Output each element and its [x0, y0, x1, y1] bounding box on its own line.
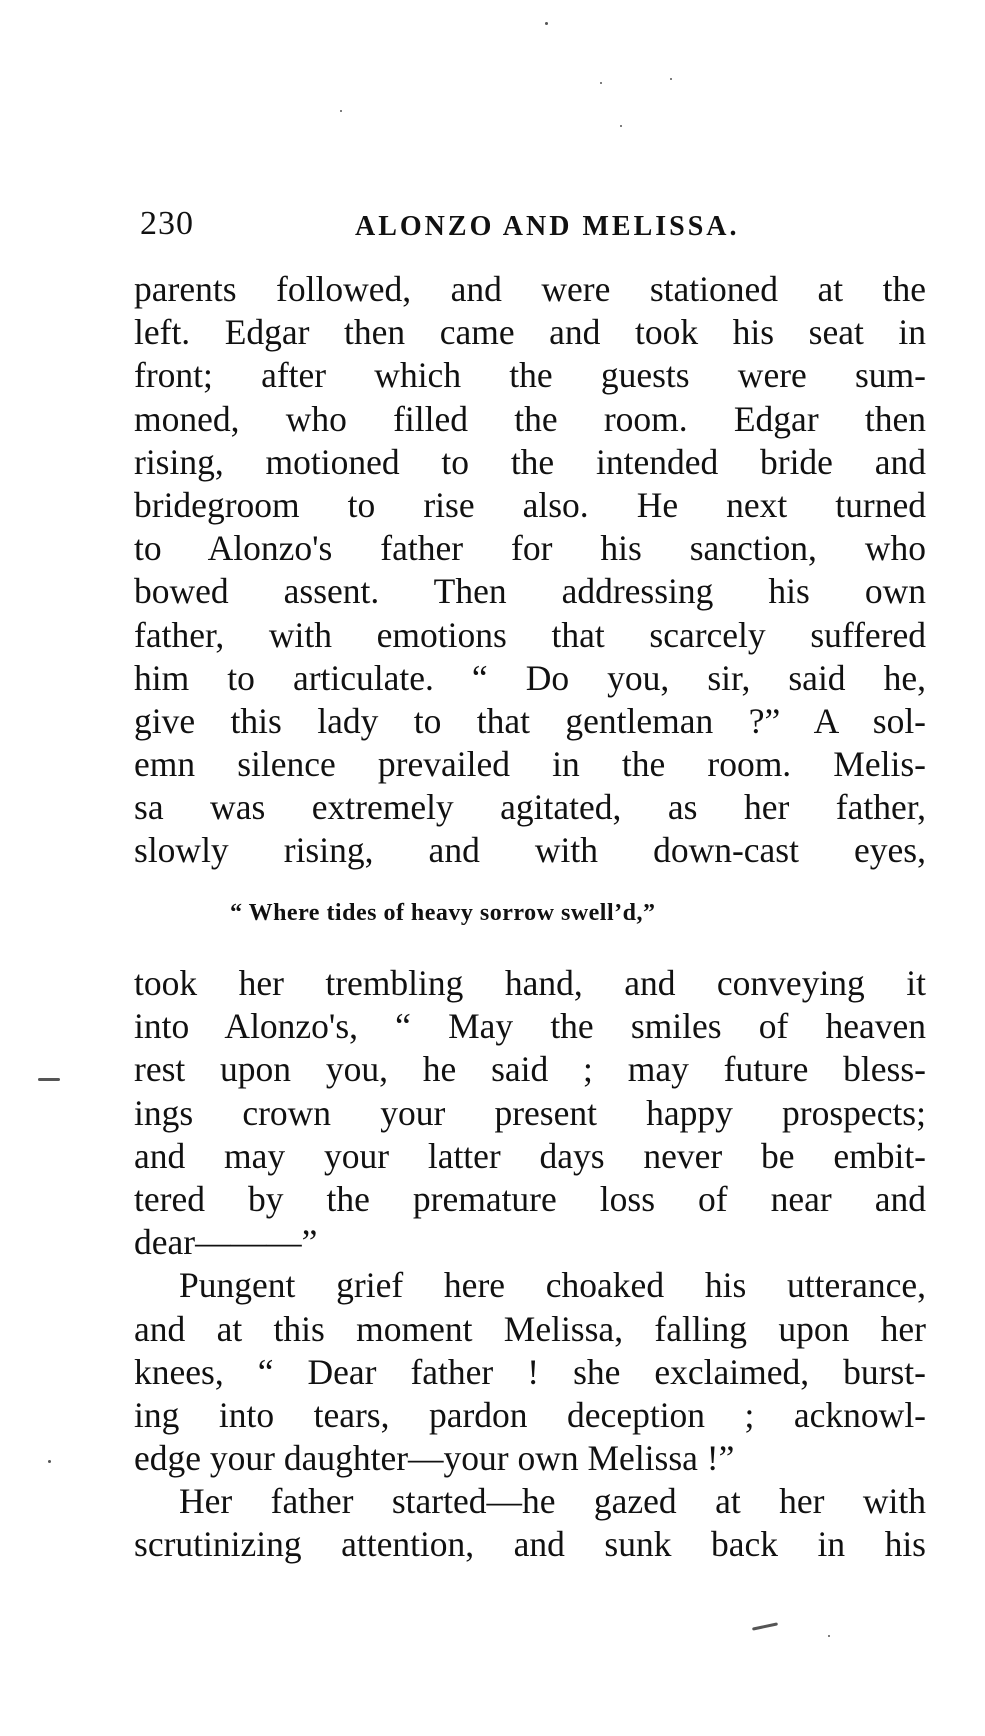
- paper-speck: [752, 1622, 778, 1630]
- text-line: moned, who filled the room. Edgar then: [134, 398, 926, 439]
- paragraph-continued: [134, 268, 926, 873]
- text-line: and may your latter days never be embit-: [134, 1135, 926, 1176]
- paper-speck: [545, 22, 548, 25]
- text-line: tered by the premature loss of near and: [134, 1178, 926, 1219]
- text-line: Pungent grief here choaked his utterance,: [179, 1265, 926, 1306]
- text-line: Her father started—he gazed at her with: [179, 1481, 926, 1522]
- paper-speck: [670, 78, 672, 80]
- text-line: father, with emotions that scarcely suffered: [134, 614, 926, 655]
- text-line: parents followed, and were stationed at the: [134, 269, 926, 309]
- text-line: ing into tears, pardon deception ; acknowl-: [134, 1394, 926, 1435]
- running-title: ALONZO AND MELISSA.: [355, 211, 740, 242]
- text-line: slowly rising, and with down-cast eyes,: [134, 830, 926, 871]
- text-line: bowed assent. Then addressing his own: [134, 571, 926, 612]
- text-line: edge your daughter—your own Melissa !”: [134, 1438, 735, 1479]
- paper-speck: [48, 1460, 51, 1463]
- text-line: dear———”: [134, 1222, 318, 1263]
- text-line: left. Edgar then came and took his seat in: [134, 312, 926, 353]
- text-line: took her trembling hand, and conveying it: [134, 963, 926, 1003]
- paragraph-continued-2: [134, 962, 926, 1567]
- text-line: ings crown your present happy prospects;: [134, 1092, 926, 1133]
- text-line: and at this moment Melissa, falling upon her: [134, 1308, 926, 1349]
- paper-speck: [828, 1635, 830, 1637]
- text-line: front; after which the guests were sum-: [134, 355, 926, 396]
- text-line: to Alonzo's father for his sanction, who: [134, 528, 926, 569]
- paper-speck: [620, 125, 622, 127]
- text-line: bridegroom to rise also. He next turned: [134, 484, 926, 525]
- running-head: [140, 205, 930, 253]
- text-line: sa was extremely agitated, as her father,: [134, 787, 926, 828]
- text-line: rising, motioned to the intended bride and: [134, 441, 926, 482]
- text-line: rest upon you, he said ; may future bless-: [134, 1049, 926, 1090]
- text-line: into Alonzo's, “ May the smiles of heaven: [134, 1006, 926, 1047]
- text-line: emn silence prevailed in the room. Melis-: [134, 744, 926, 785]
- text-line: scrutinizing attention, and sunk back in his: [134, 1524, 926, 1565]
- text-line: him to articulate. “ Do you, sir, said he,: [134, 657, 926, 698]
- text-line: knees, “ Dear father ! she exclaimed, burst-: [134, 1351, 926, 1392]
- poetic-quotation: “ Where tides of heavy sorrow swell’d,”: [230, 900, 656, 926]
- paper-speck: [38, 1078, 60, 1081]
- page-number: 230: [140, 205, 194, 242]
- text-line: give this lady to that gentleman ?” A sol-: [134, 700, 926, 741]
- paper-speck: [340, 110, 342, 112]
- paper-speck: [600, 82, 602, 84]
